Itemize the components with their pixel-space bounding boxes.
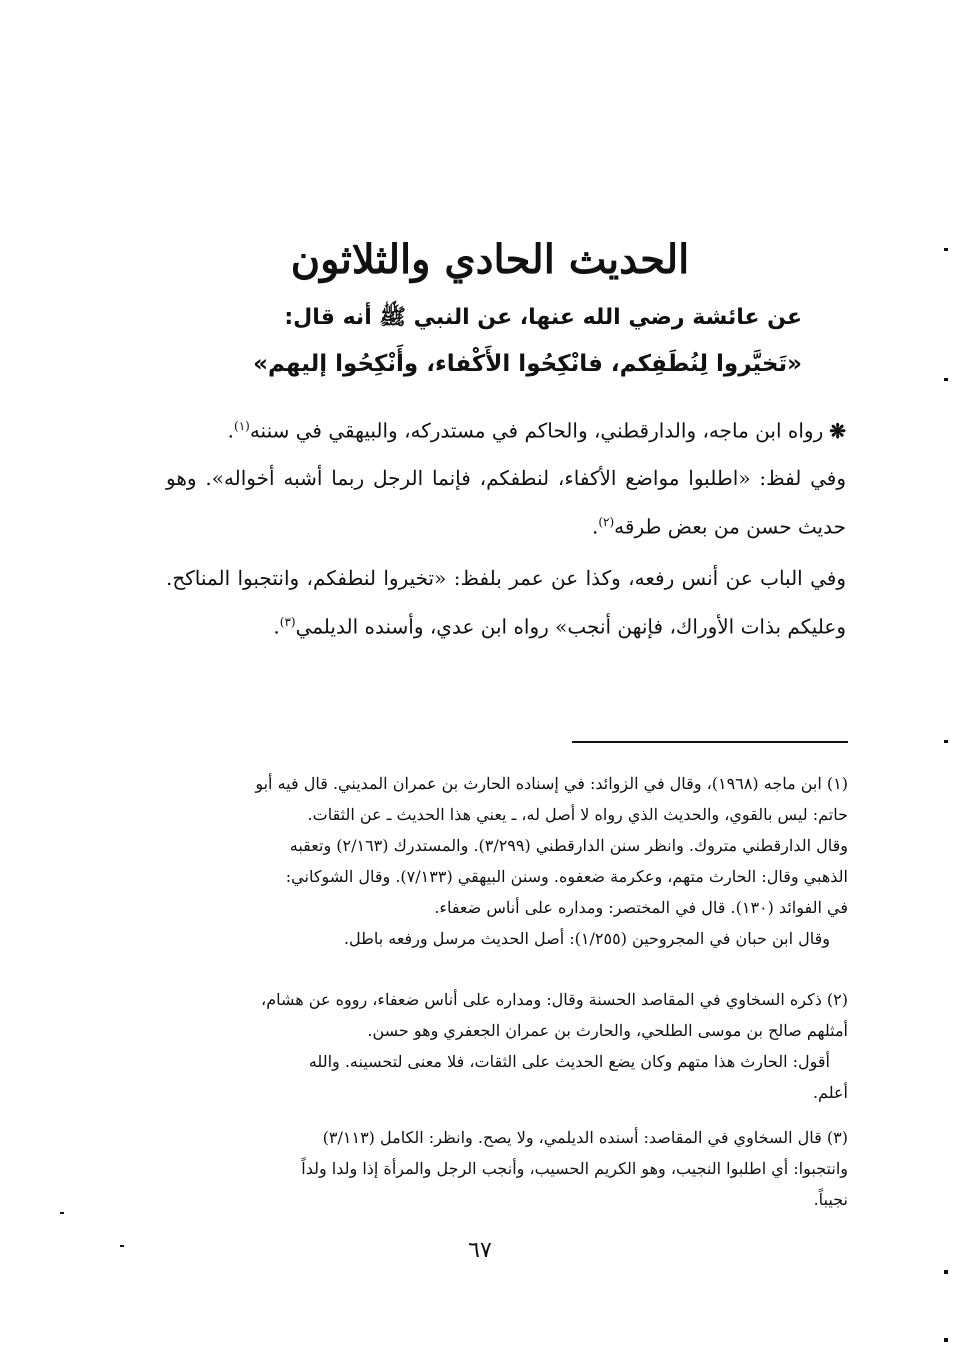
takhrij-paragraph-1 bbox=[166, 404, 846, 453]
takhrij-text-2: وفي لفظ: «اطلبوا مواضع الأكفاء، لنطفكم، فإنما الرجل ربما أشبه أخواله». وهو حديث حسن من بعض طرقه bbox=[166, 466, 846, 539]
footnote-line: (٣) قال السخاوي في المقاصد: أسنده الديلمي، ولا يصح. وانظر: الكامل (٣/١١٣) bbox=[322, 1128, 848, 1147]
scan-speck bbox=[944, 1270, 948, 1274]
footnote-separator bbox=[572, 741, 848, 743]
scan-speck bbox=[120, 1245, 124, 1247]
sentence-end: . bbox=[227, 418, 234, 443]
footnote-line: الذهبي وقال: الحارث متهم، وعكرمة ضعفوه. وسنن البيهقي (٧/١٣٣). وقال الشوكاني: bbox=[285, 867, 848, 886]
footnote-line: أمثلهم صالح بن موسى الطلحي، والحارث بن عمران الجعفري وهو حسن. bbox=[367, 1021, 848, 1040]
footnote-line: وقال ابن حبان في المجروحين (١/٢٥٥): أصل الحديث مرسل ورفعه باطل. bbox=[343, 929, 830, 948]
footnote-line: أعلم. bbox=[812, 1083, 848, 1102]
hadith-text: «تَخيَّروا لِنُطَفِكم، فانْكِحُوا الأَكْفاء، وأَنْكِحُوا إليهم» bbox=[253, 351, 802, 377]
hadith-intro: عن عائشة رضي الله عنها، عن النبي ﷺ أنه قال: bbox=[284, 305, 802, 330]
footnote-2 bbox=[158, 984, 848, 1108]
footnote-line: (٢) ذكره السخاوي في المقاصد الحسنة وقال: ومداره على أناس ضعفاء، رووه عن هشام، bbox=[261, 990, 848, 1009]
takhrij-paragraph-3 bbox=[166, 556, 846, 649]
footnote-line: وانتجبوا: أي اطلبوا النجيب، وهو الكريم الحسيب، وأنجب الرجل والمرأة إذا ولدا ولداً bbox=[301, 1159, 848, 1178]
footnote-line: (١) ابن ماجه (١٩٦٨)، وقال في الزوائد: في إسناده الحارث بن عمران المديني. قال فيه أبو bbox=[255, 774, 848, 793]
footnote-line: في الفوائد (١٣٠). قال في المختصر: ومداره على أناس ضعفاء. bbox=[434, 898, 848, 917]
scan-speck bbox=[944, 1338, 948, 1342]
hadith-title: الحديث الحادي والثلاثون bbox=[290, 236, 690, 283]
footnote-ref-1: (١) bbox=[234, 419, 250, 433]
sentence-end: . bbox=[591, 514, 599, 539]
footnote-ref-3: (٣) bbox=[279, 615, 296, 629]
scan-speck bbox=[944, 378, 948, 381]
takhrij-text-3: وفي الباب عن أنس رفعه، وكذا عن عمر بلفظ: «تخيروا لنطفكم، وانتجبوا المناكح. وعليكم بذات الأوراك، فإنهن أنجب» رواه ابن عدي، وأسنده الديلمي bbox=[166, 566, 846, 639]
footnote-ref-2: (٢) bbox=[598, 515, 615, 529]
page-number: ٦٧ bbox=[468, 1238, 492, 1263]
footnote-line: أقول: الحارث هذا متهم وكان يضع الحديث على الثقات، فلا معنى لتحسينه. والله bbox=[308, 1052, 830, 1071]
takhrij-text-1: رواه ابن ماجه، والدارقطني، والحاكم في مستدركه، والبيهقي في سننه bbox=[249, 418, 824, 443]
sentence-end: . bbox=[273, 614, 280, 639]
footnote-line: حاتم: ليس بالقوي، والحديث الذي رواه لا أصل له، ـ يعني هذا الحديث ـ عن الثقات. bbox=[307, 805, 848, 824]
scan-speck bbox=[944, 248, 948, 251]
scan-speck bbox=[944, 740, 948, 743]
footnote-1 bbox=[158, 768, 848, 954]
footnote-3 bbox=[158, 1122, 848, 1215]
scan-speck bbox=[60, 1212, 64, 1214]
takhrij-paragraph-2 bbox=[166, 456, 846, 549]
footnote-line: وقال الدارقطني متروك. وانظر سنن الدارقطني (٣/٢٩٩). والمستدرك (٢/١٦٣) وتعقبه bbox=[289, 836, 848, 855]
footnote-line: نجيباً. bbox=[813, 1190, 848, 1209]
asterisk-mark: ❋ bbox=[829, 418, 846, 443]
